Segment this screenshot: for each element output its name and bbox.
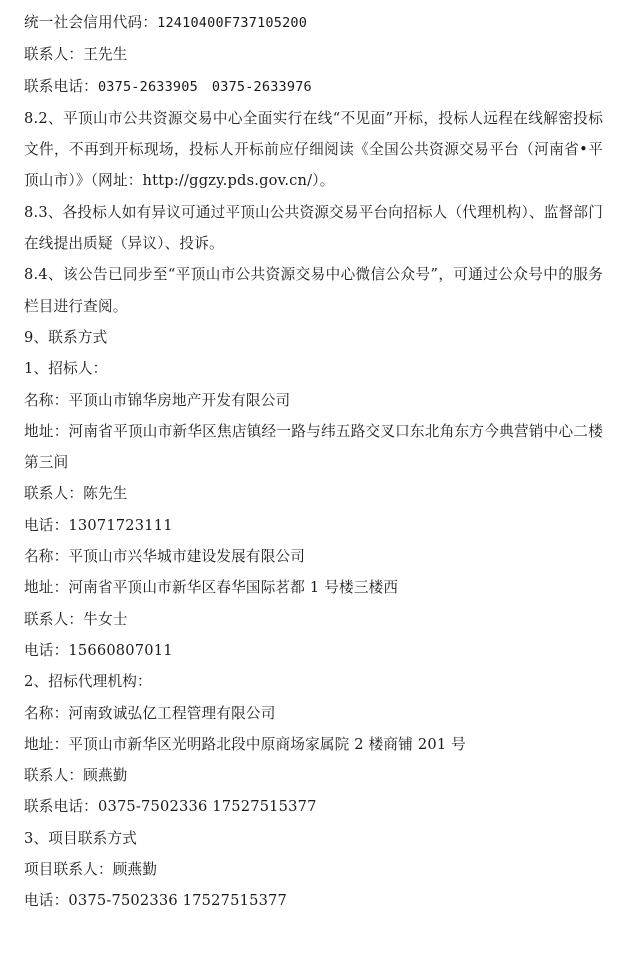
agency-phone: 联系电话：0375-7502336 17527515377: [24, 798, 317, 816]
project-phone: 电话：0375-7502336 17527515377: [24, 892, 288, 910]
credit-code-value: 12410400F737105200: [157, 15, 308, 31]
credit-code-line: [24, 7, 603, 39]
phone-line-1: [24, 71, 603, 103]
contact-value: 王先生: [83, 46, 128, 64]
tenderer-phone-1: 电话：13071723111: [24, 516, 173, 534]
agency-contact: 联系人：顾燕勤: [24, 767, 128, 785]
agency-heading: 2、招标代理机构：: [24, 673, 152, 691]
project-contact-heading: 3、项目联系方式: [24, 829, 138, 847]
tenderer-contact-2: 联系人：牛女士: [24, 610, 128, 628]
agency-name: 名称：河南致诚弘亿工程管理有限公司: [24, 704, 276, 722]
tenderer-heading: 1、招标人：: [24, 360, 108, 378]
tenderer-address-2: 地址：河南省平顶山市新华区春华国际茗都 1 号楼三楼西: [24, 579, 399, 597]
phone-value-b: 0375-2633976: [211, 78, 312, 95]
tenderer-name-1: 名称：平顶山市锦华房地产开发有限公司: [24, 391, 291, 409]
tenderer-name-2: 名称：平顶山市兴华城市建设发展有限公司: [24, 548, 306, 566]
contact-label: 联系人：: [24, 46, 84, 64]
section-8-4: 8.4、该公告已同步至“平顶山市公共资源交易中心微信公众号”，可通过公众号中的服务栏目进行查阅。: [24, 266, 603, 315]
section-8-2: 8.2、平顶山市公共资源交易中心全面实行在线“不见面”开标，投标人远程在线解密投标文件，不再到开标现场，投标人开标前应仔细阅读《全国公共资源交易平台（河南省•平顶山市）》（网址：http://ggzy.pds.gov.cn/）。: [24, 109, 603, 190]
section-8-3: 8.3、各投标人如有异议可通过平顶山公共资源交易平台向招标人（代理机构）、监督部门在线提出质疑（异议）、投诉。: [24, 203, 603, 253]
tenderer-contact-1: 联系人：陈先生: [24, 485, 128, 503]
phone-value-a: 0375-2633905: [97, 78, 198, 95]
agency-address: 地址：平顶山市新华区光明路北段中原商场家属院 2 楼商铺 201 号: [24, 735, 466, 753]
project-contact: 项目联系人：顾燕勤: [24, 861, 158, 879]
tenderer-address-1: 地址：河南省平顶山市新华区焦店镇经一路与纬五路交叉口东北角东方今典营销中心二楼第三间: [24, 422, 603, 472]
credit-code-label: 统一社会信用代码：: [24, 14, 158, 31]
tenderer-phone-2: 电话：15660807011: [24, 641, 173, 659]
section-9-heading: 9、联系方式: [24, 328, 108, 346]
contact-line-1: [24, 39, 603, 70]
phone-label: 联系电话：: [24, 77, 98, 95]
